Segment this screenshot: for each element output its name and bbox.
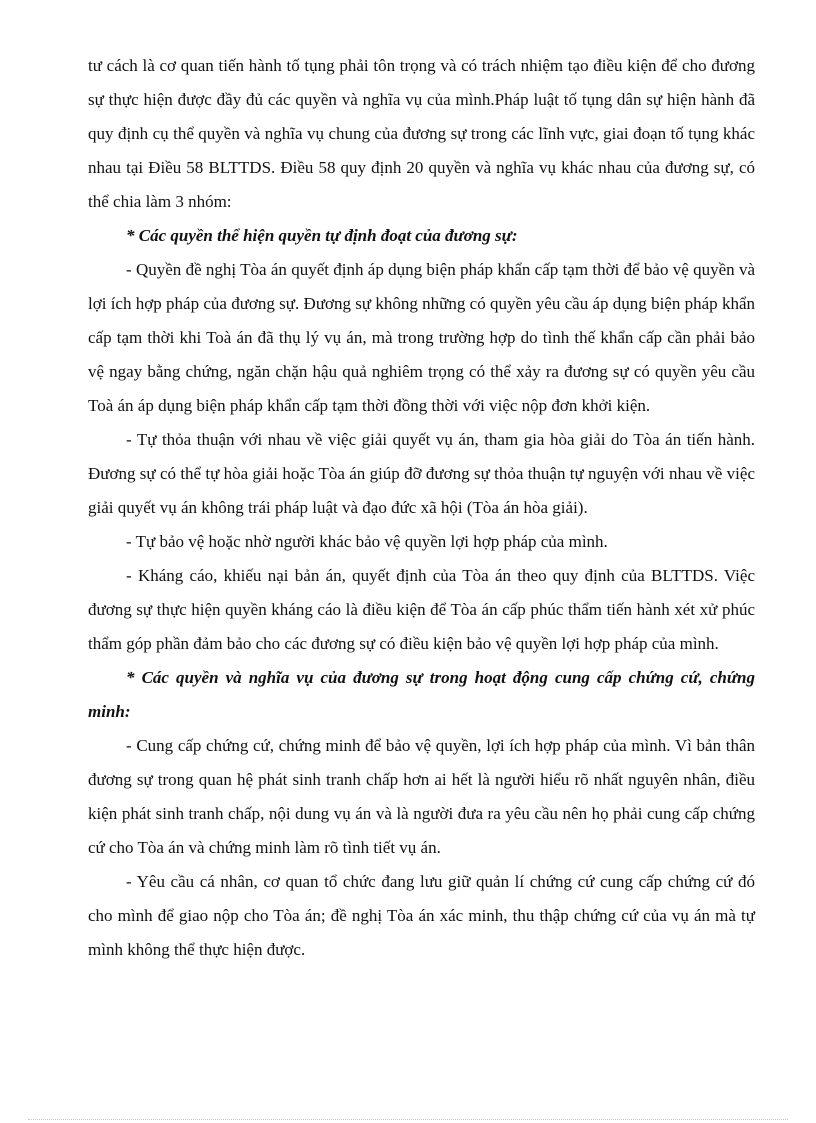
section-heading-self-determination: * Các quyền thể hiện quyền tự định đoạt của đương sự: [126, 226, 518, 245]
paragraph-self-protection: - Tự bảo vệ hoặc nhờ người khác bảo vệ quyền lợi hợp pháp của mình. [126, 532, 608, 551]
paragraph-interim-measures: - Quyền đề nghị Tòa án quyết định áp dụng biện pháp khẩn cấp tạm thời để bảo vệ quyền và lợi ích hợp pháp của đương sự. Đương sự không những có quyền yêu cầu áp dụng biện pháp khẩn cấp tạm thời khi Toà án đã thụ lý vụ án, mà trong trường hợp do tình thế khẩn cấp cần phải bảo vệ ngay bằng chứng, ngăn chặn hậu quả nghiêm trọng có thể xảy ra đương sự có quyền yêu cầu Toà án áp dụng biện pháp khẩn cấp tạm thời đồng thời với việc nộp đơn khởi kiện. [88, 260, 755, 415]
paragraph-settlement: - Tự thỏa thuận với nhau về việc giải quyết vụ án, tham gia hòa giải do Tòa án tiến hành. Đương sự có thể tự hòa giải hoặc Tòa án giúp đỡ đương sự thỏa thuận tự nguyện với nhau về việc giải quyết vụ án không trái pháp luật và đạo đức xã hội (Tòa án hòa giải). [88, 430, 755, 517]
paragraph-request-evidence: - Yêu cầu cá nhân, cơ quan tổ chức đang lưu giữ quản lí chứng cứ cung cấp chứng cứ đó cho mình để giao nộp cho Tòa án; đề nghị Tòa án xác minh, thu thập chứng cứ của vụ án mà tự mình không thể thực hiện được. [88, 872, 755, 959]
page-bottom-rule [28, 1119, 788, 1120]
document-body [88, 49, 755, 967]
section-heading-evidence: * Các quyền và nghĩa vụ của đương sự trong hoạt động cung cấp chứng cứ, chứng minh: [88, 668, 755, 721]
paragraph-appeal: - Kháng cáo, khiếu nại bản án, quyết định của Tòa án theo quy định của BLTTDS. Việc đương sự thực hiện quyền kháng cáo là điều kiện để Tòa án cấp phúc thẩm tiến hành xét xử phúc thẩm góp phần đảm bảo cho các đương sự có điều kiện bảo vệ quyền lợi hợp pháp của mình. [88, 566, 755, 653]
paragraph-intro: tư cách là cơ quan tiến hành tố tụng phải tôn trọng và có trách nhiệm tạo điều kiện để cho đương sự thực hiện được đầy đủ các quyền và nghĩa vụ của mình.Pháp luật tố tụng dân sự hiện hành đã quy định cụ thể quyền và nghĩa vụ chung của đương sự trong các lĩnh vực, giai đoạn tố tụng khác nhau tại Điều 58 BLTTDS. Điều 58 quy định 20 quyền và nghĩa vụ khác nhau của đương sự, có thể chia làm 3 nhóm: [88, 56, 755, 211]
paragraph-provide-evidence: - Cung cấp chứng cứ, chứng minh để bảo vệ quyền, lợi ích hợp pháp của mình. Vì bản thân đương sự trong quan hệ phát sinh tranh chấp hơn ai hết là người hiểu rõ nhất nguyên nhân, điều kiện phát sinh tranh chấp, nội dung vụ án và là người đưa ra yêu cầu nên họ phải cung cấp chứng cứ cho Tòa án và chứng minh làm rõ tình tiết vụ án. [88, 736, 755, 857]
